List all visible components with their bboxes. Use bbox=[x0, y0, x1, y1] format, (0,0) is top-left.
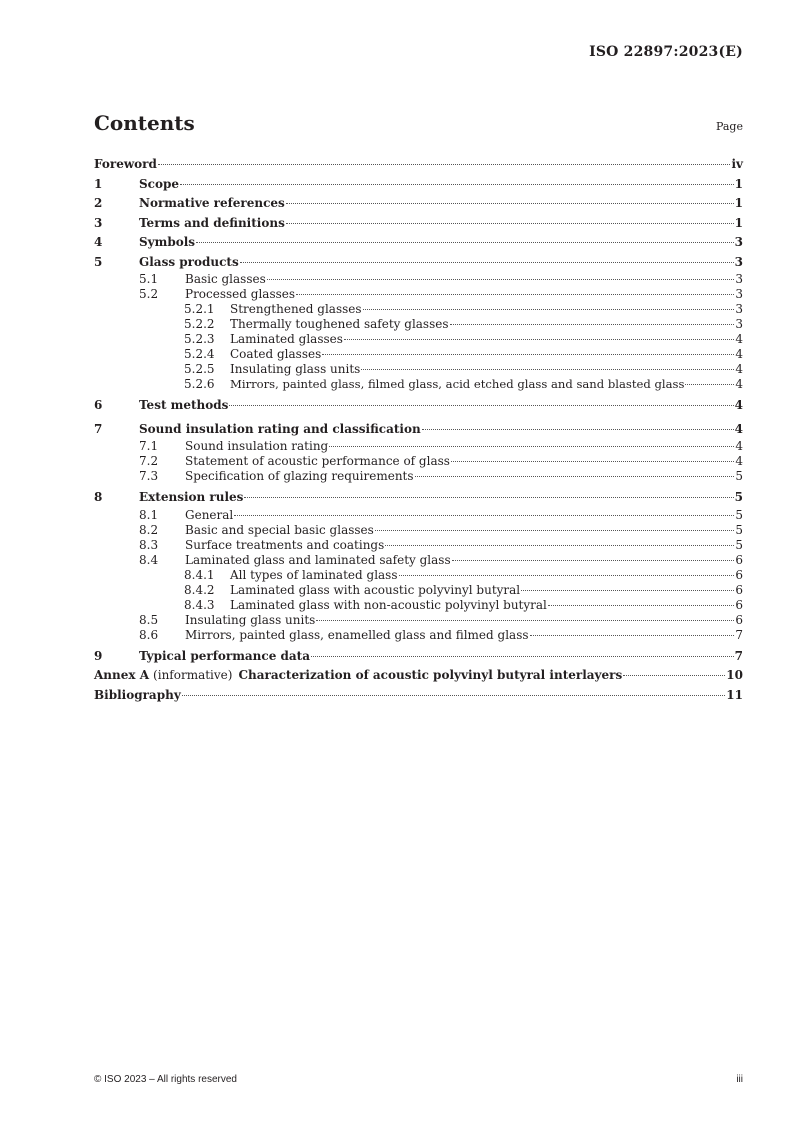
dot-leader bbox=[375, 530, 735, 531]
toc-label: Symbols bbox=[139, 235, 196, 249]
dot-leader bbox=[286, 203, 734, 204]
dot-leader bbox=[329, 446, 734, 447]
dot-leader bbox=[361, 369, 734, 370]
toc-entry-statement-acoustic-performance[interactable] bbox=[94, 454, 743, 469]
toc-label: Statement of acoustic performance of glass bbox=[185, 454, 450, 468]
toc-number: 8.4.3 bbox=[184, 597, 215, 612]
dot-leader bbox=[685, 384, 734, 385]
toc-number: 7.2 bbox=[139, 454, 159, 468]
toc-entry-surface-treatments-coatings[interactable] bbox=[94, 538, 743, 553]
toc-page: 4 bbox=[735, 347, 743, 361]
toc-page: 5 bbox=[734, 490, 743, 504]
dot-leader bbox=[267, 279, 735, 280]
copyright-notice: © ISO 2023 – All rights reserved bbox=[94, 1074, 237, 1085]
dot-leader bbox=[623, 675, 725, 676]
dot-leader bbox=[452, 560, 735, 561]
toc-label: Scope bbox=[139, 176, 180, 191]
toc-entry-general[interactable] bbox=[94, 508, 743, 523]
toc-page: 4 bbox=[734, 421, 743, 436]
toc-number: 8.5 bbox=[139, 612, 159, 627]
toc-entry-specification-glazing-requirements[interactable] bbox=[94, 469, 743, 484]
toc-entry-typical-performance-data[interactable] bbox=[94, 647, 743, 667]
dot-leader bbox=[521, 590, 734, 591]
toc-label: Extension rules bbox=[139, 490, 244, 504]
toc-number: 5.2 bbox=[139, 287, 159, 301]
dot-leader bbox=[548, 605, 734, 606]
dot-leader bbox=[316, 620, 734, 621]
toc-label: Bibliography bbox=[94, 687, 181, 702]
toc-number: 8.3 bbox=[139, 537, 159, 552]
dot-leader bbox=[196, 242, 734, 243]
toc-page: 5 bbox=[735, 522, 743, 537]
toc-page: 1 bbox=[734, 176, 743, 191]
toc-number: 5.1 bbox=[139, 272, 159, 286]
toc-label: Basic glasses bbox=[185, 272, 266, 286]
dot-leader bbox=[415, 476, 735, 477]
dot-leader bbox=[244, 497, 733, 498]
document-code: ISO 22897:2023(E) bbox=[589, 44, 743, 60]
dot-leader bbox=[385, 545, 734, 546]
toc-label: Typical performance data bbox=[139, 648, 310, 663]
toc-label: Processed glasses bbox=[185, 287, 296, 301]
toc-page: 4 bbox=[735, 377, 743, 391]
toc-label: Normative references bbox=[139, 196, 285, 210]
dot-leader bbox=[158, 164, 731, 165]
toc-entry-basic-glasses[interactable] bbox=[94, 272, 743, 287]
annex-title: Characterization of acoustic polyvinyl butyral interlayers bbox=[238, 668, 623, 682]
toc-entry-laminated-non-acoustic-pvb[interactable] bbox=[94, 598, 743, 613]
dot-leader bbox=[296, 294, 734, 295]
toc-number: 5 bbox=[94, 254, 103, 269]
toc-label: Annex A bbox=[94, 668, 150, 682]
toc-page: 6 bbox=[735, 552, 743, 567]
dot-leader bbox=[286, 223, 734, 224]
toc-number: 8.6 bbox=[139, 627, 159, 642]
toc-page: 4 bbox=[735, 439, 743, 453]
toc-entry-foreword[interactable] bbox=[94, 155, 743, 175]
toc-label: Insulating glass units bbox=[185, 612, 316, 627]
dot-leader bbox=[180, 184, 734, 185]
toc-page: 4 bbox=[735, 454, 743, 468]
contents-header bbox=[94, 111, 743, 135]
toc-entry-laminated-safety-glass[interactable] bbox=[94, 553, 743, 568]
toc-entry-mirrors-painted-filmed-etched-blasted[interactable] bbox=[94, 377, 743, 392]
toc-entry-scope[interactable] bbox=[94, 175, 743, 195]
toc-entry-sound-insulation-rating[interactable] bbox=[94, 439, 743, 454]
toc-number: 3 bbox=[94, 215, 103, 230]
toc-number: 5.2.3 bbox=[184, 332, 215, 346]
toc-entry-insulating-glass-units-ext[interactable] bbox=[94, 613, 743, 628]
toc-label: Laminated glass with non-acoustic polyvinyl butyral bbox=[230, 597, 547, 612]
dot-leader bbox=[182, 695, 726, 696]
toc-label: Basic and special basic glasses bbox=[185, 522, 374, 537]
toc-page: 7 bbox=[734, 648, 743, 663]
toc-page: 3 bbox=[735, 287, 743, 301]
toc-label: General bbox=[185, 507, 234, 522]
toc-label: Glass products bbox=[139, 254, 239, 269]
dot-leader bbox=[451, 461, 734, 462]
toc-page: 5 bbox=[735, 507, 743, 522]
toc-label: All types of laminated glass bbox=[230, 567, 398, 582]
dot-leader bbox=[229, 405, 733, 406]
dot-leader bbox=[344, 339, 734, 340]
page-footer bbox=[94, 1074, 743, 1085]
toc-label: Thermally toughened safety glasses bbox=[230, 317, 449, 331]
toc-label: Laminated glass and laminated safety glass bbox=[185, 552, 451, 567]
toc-page: 3 bbox=[734, 235, 743, 249]
toc-entry-normative-references[interactable] bbox=[94, 194, 743, 214]
toc-number: 8.1 bbox=[139, 507, 159, 522]
toc-label: Laminated glasses bbox=[230, 332, 343, 346]
toc-label: Surface treatments and coatings bbox=[185, 537, 385, 552]
toc-page: 7 bbox=[735, 627, 743, 642]
toc-number: 5.2.4 bbox=[184, 347, 215, 361]
toc-number: 5.2.6 bbox=[184, 377, 215, 391]
toc-number: 8.4.1 bbox=[184, 567, 215, 582]
toc-entry-bibliography[interactable] bbox=[94, 686, 743, 706]
dot-leader bbox=[322, 354, 734, 355]
toc-entry-basic-special-basic-glasses[interactable] bbox=[94, 523, 743, 538]
toc-label: Strengthened glasses bbox=[230, 302, 362, 316]
toc-page: 6 bbox=[735, 597, 743, 612]
toc-entry-sound-insulation-rating-classification[interactable] bbox=[94, 420, 743, 440]
toc-label: Test methods bbox=[139, 398, 229, 412]
toc-page: 6 bbox=[735, 582, 743, 597]
toc-page: 4 bbox=[735, 362, 743, 376]
dot-leader bbox=[422, 429, 734, 430]
toc-page: 3 bbox=[735, 317, 743, 331]
toc-page: 6 bbox=[735, 567, 743, 582]
toc-label: Mirrors, painted glass, filmed glass, acid etched glass and sand blasted glass bbox=[230, 377, 685, 391]
toc-number: 5.2.1 bbox=[184, 302, 215, 316]
page-column-label: Page bbox=[715, 120, 743, 133]
toc-label: Sound insulation rating and classification bbox=[139, 421, 421, 436]
table-of-contents bbox=[94, 155, 743, 705]
dot-leader bbox=[311, 656, 734, 657]
toc-number: 8.4 bbox=[139, 552, 159, 567]
toc-number: 1 bbox=[94, 176, 103, 191]
toc-entry-annex-a[interactable] bbox=[94, 666, 743, 686]
toc-number: 2 bbox=[94, 196, 103, 210]
toc-number: 7.1 bbox=[139, 439, 159, 453]
toc-number: 5.2.5 bbox=[184, 362, 215, 376]
toc-page: 5 bbox=[735, 537, 743, 552]
dot-leader bbox=[240, 262, 734, 263]
toc-entry-symbols[interactable] bbox=[94, 233, 743, 253]
toc-page: 6 bbox=[735, 612, 743, 627]
toc-number: 8.4.2 bbox=[184, 582, 215, 597]
dot-leader bbox=[530, 635, 735, 636]
toc-entry-all-types-laminated-glass[interactable] bbox=[94, 568, 743, 583]
toc-number: 8.2 bbox=[139, 522, 159, 537]
page-title: Contents bbox=[94, 111, 195, 135]
toc-entry-extension-rules[interactable] bbox=[94, 488, 743, 508]
toc-number: 8 bbox=[94, 490, 103, 504]
toc-page: 4 bbox=[734, 398, 743, 412]
toc-label: Terms and definitions bbox=[139, 215, 285, 230]
toc-label: Coated glasses bbox=[230, 347, 322, 361]
toc-entry-strengthened-glasses[interactable] bbox=[94, 302, 743, 317]
dot-leader bbox=[234, 515, 734, 516]
toc-page: 1 bbox=[734, 196, 743, 210]
toc-entry-insulating-glass-units[interactable] bbox=[94, 362, 743, 377]
toc-number: 6 bbox=[94, 398, 103, 412]
toc-page: 1 bbox=[734, 215, 743, 230]
page-number: iii bbox=[736, 1074, 743, 1085]
dot-leader bbox=[450, 324, 735, 325]
toc-entry-laminated-acoustic-pvb[interactable] bbox=[94, 583, 743, 598]
toc-entry-mirrors-painted-enamelled-filmed[interactable] bbox=[94, 628, 743, 643]
toc-page: 4 bbox=[735, 332, 743, 346]
toc-entry-glass-products[interactable] bbox=[94, 253, 743, 273]
toc-label: Mirrors, painted glass, enamelled glass and filmed glass bbox=[185, 627, 529, 642]
toc-page: 3 bbox=[735, 272, 743, 286]
toc-label: Sound insulation rating bbox=[185, 439, 329, 453]
toc-number: 5.2.2 bbox=[184, 317, 215, 331]
toc-entry-terms-and-definitions[interactable] bbox=[94, 214, 743, 234]
toc-page: 11 bbox=[726, 687, 743, 702]
toc-label: Specification of glazing requirements bbox=[185, 469, 414, 483]
toc-page: 10 bbox=[726, 668, 743, 682]
toc-number: 7.3 bbox=[139, 469, 159, 483]
toc-entry-test-methods[interactable] bbox=[94, 396, 743, 416]
toc-entry-thermally-toughened-safety-glasses[interactable] bbox=[94, 317, 743, 332]
toc-label: Insulating glass units bbox=[230, 362, 361, 376]
dot-leader bbox=[399, 575, 735, 576]
toc-number: 9 bbox=[94, 648, 103, 663]
toc-entry-coated-glasses[interactable] bbox=[94, 347, 743, 362]
dot-leader bbox=[363, 309, 735, 310]
toc-page: iv bbox=[731, 157, 743, 171]
toc-entry-processed-glasses[interactable] bbox=[94, 287, 743, 302]
annex-informative-tag: (informative) bbox=[153, 668, 233, 682]
toc-page: 3 bbox=[735, 302, 743, 316]
toc-label: Laminated glass with acoustic polyvinyl butyral bbox=[230, 582, 521, 597]
toc-entry-laminated-glasses[interactable] bbox=[94, 332, 743, 347]
toc-page: 3 bbox=[734, 254, 743, 269]
toc-number: 4 bbox=[94, 235, 103, 249]
toc-number: 7 bbox=[94, 421, 103, 436]
toc-page: 5 bbox=[735, 469, 743, 483]
toc-label: Foreword bbox=[94, 157, 157, 171]
